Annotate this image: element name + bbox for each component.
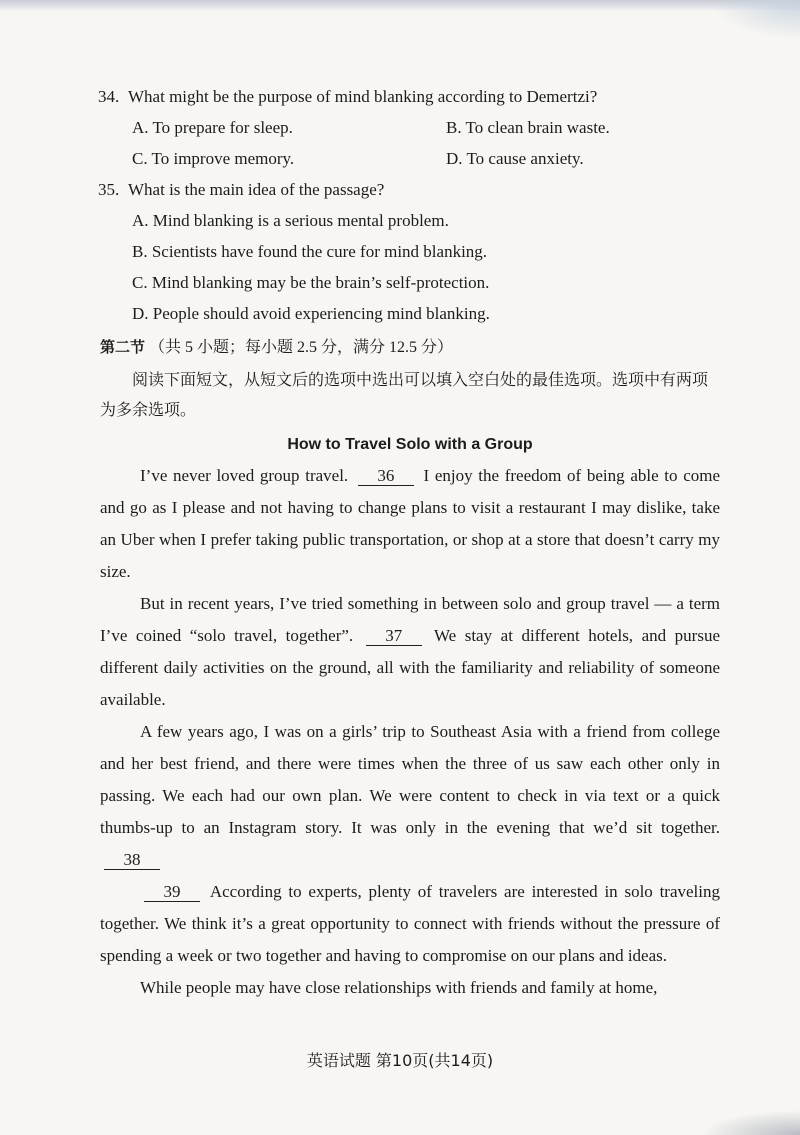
- section-instruction: 阅读下面短文，从短文后的选项中选出可以填入空白处的最佳选项。选项中有两项为多余选项。: [100, 372, 709, 419]
- question-text: What is the main idea of the passage?: [128, 180, 385, 199]
- blank-39: 39: [144, 882, 200, 902]
- paragraph-text: I enjoy the freedom of being able to come and go as I please and not having to change plans to visit a restaurant I may dislike, take an Uber when I prefer taking public transportation, or shop at a store that doesn’t carry my size.: [100, 466, 721, 581]
- blank-37: 37: [366, 626, 422, 646]
- paragraph-text: I’ve never loved group travel.: [140, 466, 349, 485]
- paragraph-text: According to experts, plenty of travelers are interested in solo traveling together. We think it’s a great opportunity to connect with friends without the pressure of spending a week or two together and having to compromise on our plans and ideas.: [100, 882, 721, 965]
- passage-paragraph-4: [100, 876, 720, 972]
- option-c: C. Mind blanking may be the brain’s self-protection.: [132, 273, 490, 292]
- passage-paragraph-5: [100, 972, 720, 1004]
- option-d: D. People should avoid experiencing mind blanking.: [132, 304, 490, 323]
- passage-paragraph-1: [100, 460, 720, 588]
- paragraph-text: We stay at different hotels, and pursue different daily activities on the ground, all with the familiarity and reliability of someone available.: [100, 626, 721, 709]
- section-heading: [100, 336, 720, 366]
- paragraph-text: But in recent years, I’ve tried something in between solo and group travel — a term I’ve coined “solo travel, together”.: [100, 594, 720, 645]
- section-note: （共 5 小题；每小题 2.5 分，满分 12.5 分）: [149, 339, 454, 356]
- paragraph-text: A few years ago, I was on a girls’ trip to Southeast Asia with a friend from college and her best friend, and there were times when the three of us saw each other only in passing. We each had our own plan. We were content to check in via text or a quick thumbs-up to an Instagram story. It was only in the evening that we’d sit together.: [100, 722, 720, 837]
- question-number: 34.: [98, 87, 120, 106]
- question-number: 35.: [98, 180, 120, 199]
- passage-title: How to Travel Solo with a Group: [287, 436, 533, 453]
- blank-38: 38: [104, 850, 160, 870]
- passage-paragraph-2: [100, 588, 720, 716]
- section-label: 第二节: [100, 338, 146, 356]
- question-35-stem: [100, 179, 720, 201]
- question-34-options-row-1: [100, 117, 720, 148]
- page-footer: 英语试题 第10页(共14页): [306, 1051, 494, 1070]
- paragraph-text: While people may have close relationships with friends and family at home,: [140, 978, 658, 997]
- question-34-stem: [100, 86, 720, 108]
- exam-content: [100, 86, 720, 1004]
- option-b: B. To clean brain waste.: [446, 118, 610, 137]
- question-text: What might be the purpose of mind blanking according to Demertzi?: [128, 87, 598, 106]
- option-b: B. Scientists have found the cure for mind blanking.: [132, 242, 488, 261]
- option-d: D. To cause anxiety.: [446, 149, 584, 168]
- passage-paragraph-3: [100, 716, 720, 876]
- option-a: A. To prepare for sleep.: [132, 118, 293, 137]
- option-a: A. Mind blanking is a serious mental problem.: [132, 211, 449, 230]
- option-c: C. To improve memory.: [132, 149, 295, 168]
- scan-bottom-mark: [700, 1110, 800, 1135]
- question-34-options-row-2: [100, 148, 720, 179]
- scan-top-edge: [0, 0, 800, 10]
- blank-36: 36: [358, 466, 414, 486]
- scan-corner-mark: [710, 0, 800, 40]
